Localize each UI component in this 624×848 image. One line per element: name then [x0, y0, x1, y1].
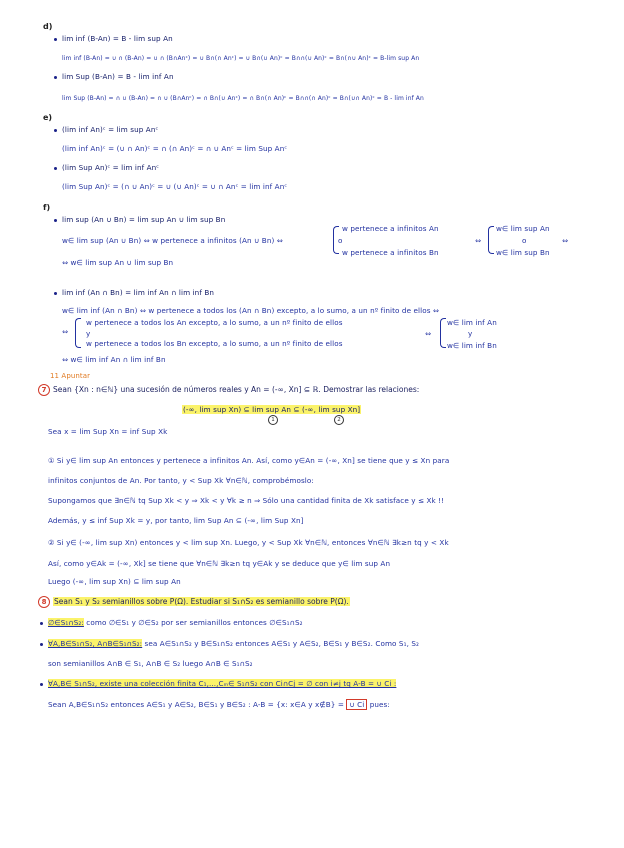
exercise-7-relations: (-∞, lim sup Xn) ⊆ lim sup An ⊆ (-∞, lim sup Xn]: [183, 405, 361, 414]
ex8-line-4: son semianillos A∩B ∈ S₁, A∩B ∈ S₂ luego A∩B ∈ S₁∩S₂: [48, 659, 253, 668]
f-line-2a: w∈ lim sup (An ∪ Bn) ⇔ w pertenece a infinitos (An ∪ Bn) ⇔: [62, 236, 283, 245]
f-line-6a: ⇔: [62, 327, 69, 336]
f-line-6e: w∈ lim inf An: [447, 318, 497, 327]
f-line-2d: ⇔: [475, 236, 482, 245]
boxed-union: ∪ Ci: [346, 699, 367, 710]
exercise-7-number: 7: [38, 384, 50, 396]
f-line-2e: w∈ lim sup An: [496, 224, 550, 233]
f-line-1: lim sup (An ∪ Bn) = lim sup An ∪ lim sup Bn: [62, 215, 226, 224]
ex7-line-4: ① Si y∈ lim sup An entonces y pertenece a infinitos An. Así, como y∈An = (-∞, Xn] se tiene que y ≤ Xn para: [48, 456, 450, 465]
circled-label-2: 2: [334, 415, 344, 425]
ex7-line-10: Luego (-∞, lim sup Xn) ⊆ lim sup An: [48, 577, 181, 586]
circled-label-1: 1: [268, 415, 278, 425]
d-line-4: lim Sup (B-An) = ∩ ∪ (B-An) = ∩ ∪ (B∩Anᶜ) = ∩ B∩(∪ Anᶜ) = ∩ B∩(∩ An)ᶜ = B∩∩(∩ An)ᶜ = B∩(∪∩ An)ᶜ = B - lim inf An: [62, 95, 424, 102]
f-line-6f: w∈ lim inf Bn: [447, 341, 497, 350]
ex8-line-6: Sean A,B∈S₁∩S₂ entonces A∈S₁ y A∈S₂, B∈S₁ y B∈S₂ : A-B = {x: x∈A y x∉B} = ∪ Ci pues:: [48, 700, 390, 709]
f-line-2eo: o: [522, 236, 527, 245]
bullet: [40, 683, 43, 686]
section-label-e: e): [43, 113, 53, 122]
e-line-2: (lim inf An)ᶜ = (∪ ∩ An)ᶜ = ∩ (∩ An)ᶜ = ∩ ∪ Anᶜ = lim Sup Anᶜ: [62, 144, 288, 153]
ex7-line-6: Supongamos que ∃n∈ℕ tq Sup Xk < y ⇒ Xk < y ∀k ≥ n ⇒ Sólo una cantidad finita de Xk satisface y ≤ Xk !!: [48, 496, 445, 505]
ex8-line-3: ∀A,B∈S₁∩S₂, A∩B∈S₁∩S₂: sea A∈S₁∩S₂ y B∈S₁∩S₂ entonces A∈S₁ y A∈S₂, B∈S₁ y B∈S₂. Como S₁, S₂: [48, 639, 419, 648]
d-line-1: lim inf (B-An) = B - lim sup An: [62, 34, 173, 43]
ex7-line-8: ② Si y∈ (-∞, lim sup Xn) entonces y < lim sup Xn. Luego, y < Sup Xk ∀n∈ℕ, entonces ∀n∈ℕ ∃k≥n tq y < Xk: [48, 538, 449, 547]
bullet: [40, 622, 43, 625]
f-line-2g: ⇔: [562, 236, 569, 245]
f-line-2c: w pertenece a infinitos Bn: [342, 248, 439, 257]
f-line-2f: w∈ lim sup Bn: [496, 248, 550, 257]
exercise-7-text: Sean {Xn : n∈ℕ} una sucesión de números reales y An = (-∞, Xn] ⊆ ℝ. Demostrar las relaciones:: [53, 385, 420, 394]
brace: [440, 318, 446, 348]
f-line-5: w∈ lim inf (An ∩ Bn) ⇔ w pertenece a todos los (An ∩ Bn) excepto, a lo sumo, a un nº finito de ellos ⇔: [62, 306, 440, 315]
ex7-line-5: infinitos conjuntos de An. Por tanto, y < Sup Xk ∀n∈ℕ, comprobémoslo:: [48, 476, 314, 485]
f-line-3: ⇔ w∈ lim sup An ∪ lim sup Bn: [62, 258, 174, 267]
f-line-2b: w pertenece a infinitos An: [342, 224, 439, 233]
e-line-3: (lim Sup An)ᶜ = lim inf Anᶜ: [62, 163, 160, 172]
exercise-8-text: Sean S₁ y S₂ semianillos sobre P(Ω). Estudiar si S₁∩S₂ es semianillo sobre P(Ω).: [54, 597, 349, 606]
exercise-8-statement: [38, 596, 350, 608]
f-line-4: lim inf (An ∩ Bn) = lim inf An ∩ lim inf Bn: [62, 288, 215, 297]
bullet: [54, 292, 57, 295]
bullet: [40, 643, 43, 646]
exercise-8-number: 8: [38, 596, 50, 608]
f-line-6ey: y: [468, 329, 473, 338]
ex7-line-3: Sea x = lim Sup Xn = inf Sup Xk: [48, 427, 168, 436]
ex7-line-9: Así, como y∈Ak = (-∞, Xk] se tiene que ∀n∈ℕ ∃k≥n tq y∈Ak y se deduce que y∈ lim sup An: [48, 559, 391, 568]
f-line-2o: o: [338, 236, 343, 245]
f-line-6d: ⇔: [425, 329, 432, 338]
f-line-6c: w pertenece a todos los Bn excepto, a lo sumo, a un nº finito de ellos: [86, 339, 343, 348]
f-line-7: ⇔ w∈ lim inf An ∩ lim inf Bn: [62, 355, 166, 364]
e-line-4: (lim Sup An)ᶜ = (∩ ∪ An)ᶜ = ∪ (∪ An)ᶜ = ∪ ∩ Anᶜ = lim inf Anᶜ: [62, 182, 288, 191]
bullet: [54, 38, 57, 41]
d-line-3: lim Sup (B-An) = B - lim inf An: [62, 72, 174, 81]
brace: [488, 226, 494, 254]
f-line-6y: y: [86, 329, 91, 338]
d-line-2: lim inf (B-An) = ∪ ∩ (B-An) = ∪ ∩ (B∩Anᶜ) = ∪ B∩(∩ Anᶜ) = ∪ B∩(∪ An)ᶜ = B∩∩(∪ An)ᶜ = B∩(∩∪ An)ᶜ = B-lim sup An: [62, 55, 420, 62]
ex7-line-7: Además, y ≤ inf Sup Xk = y, por tanto, lim Sup An ⊆ (-∞, lim Sup Xn]: [48, 516, 304, 525]
e-line-1: (lim inf An)ᶜ = lim sup Anᶜ: [62, 125, 159, 134]
apuntar-note: 11 Apuntar: [50, 372, 91, 380]
bullet: [54, 76, 57, 79]
exercise-7-statement: [38, 384, 419, 396]
section-label-f: f): [43, 203, 51, 212]
section-label-d: d): [43, 22, 53, 31]
ex8-line-2: ∅∈S₁∩S₂: como ∅∈S₁ y ∅∈S₂ por ser semianillos entonces ∅∈S₁∩S₂: [48, 618, 303, 627]
ex8-line-5: ∀A,B∈ S₁∩S₂, existe una colección finita C₁,...,Cₘ∈ S₁∩S₂ con Ci∩Cj = ∅ con i≠j tq A-B = ∪ Ci :: [48, 679, 397, 688]
f-line-6b: w pertenece a todos los An excepto, a lo sumo, a un nº finito de ellos: [86, 318, 343, 327]
bullet: [54, 219, 57, 222]
brace: [75, 318, 81, 348]
bullet: [54, 167, 57, 170]
bullet: [54, 129, 57, 132]
